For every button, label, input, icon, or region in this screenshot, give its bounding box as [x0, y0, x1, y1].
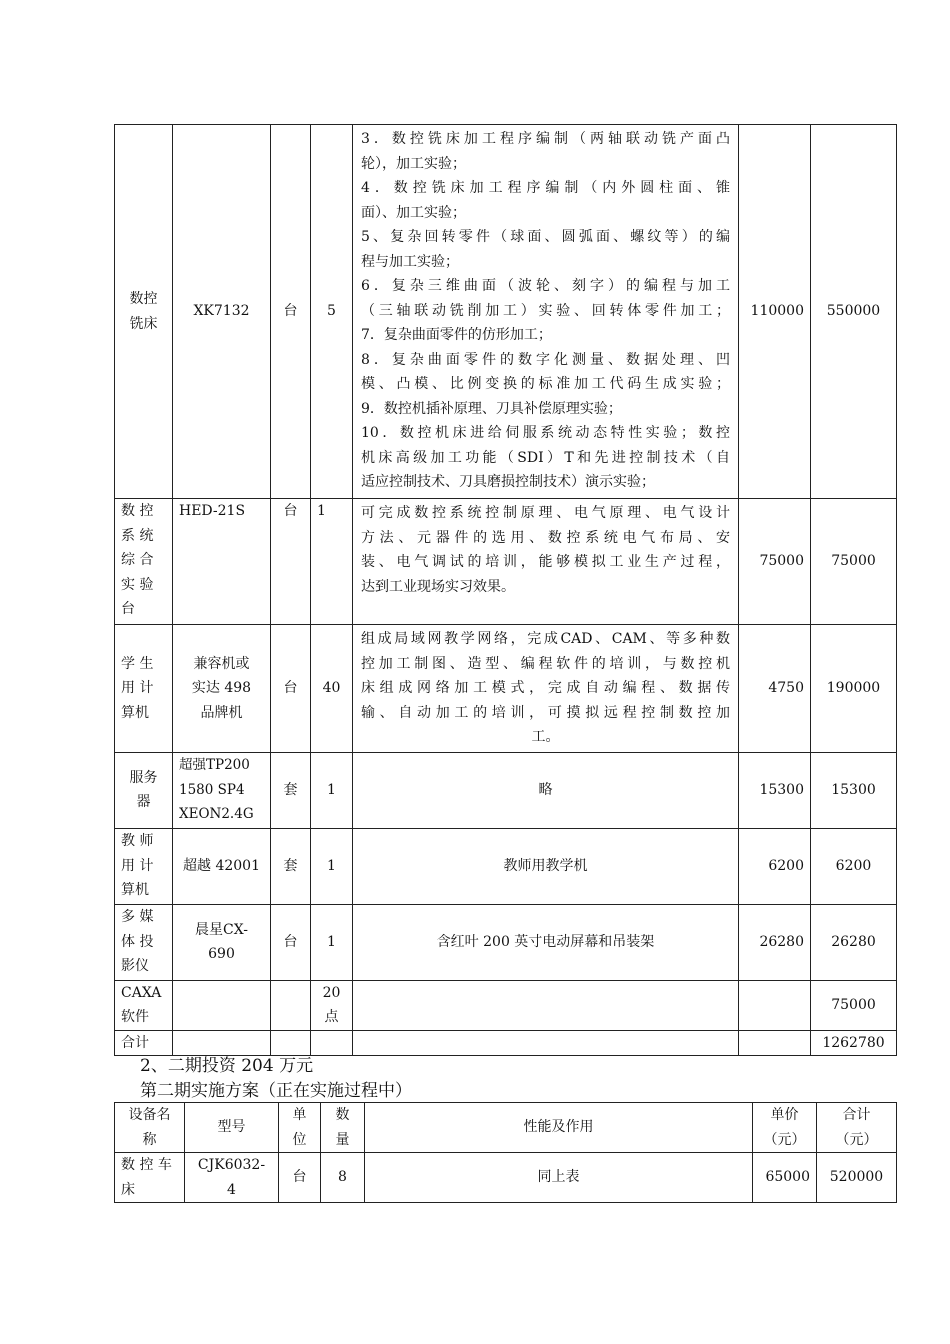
- table-row: [115, 828, 897, 904]
- desc-line: 可完成数控系统控制原理、电气原理、电气设计: [361, 505, 730, 521]
- table-row: [115, 980, 897, 1030]
- cell-qty: 5: [311, 125, 353, 499]
- cell-desc: 略: [353, 752, 739, 828]
- cell-price: 6200: [739, 828, 811, 904]
- cell-desc: [353, 980, 739, 1030]
- desc-line: 床组成网络加工模式，完成自动编程、数据传: [361, 680, 730, 696]
- desc-line: 面）、加工实验；: [361, 204, 466, 221]
- cell-price: 110000: [739, 125, 811, 499]
- cell-total: 6200: [811, 828, 897, 904]
- cell-price: 15300: [739, 752, 811, 828]
- cell-price: [739, 980, 811, 1030]
- header-name: 设备名 称: [115, 1103, 185, 1153]
- cell-price: 75000: [739, 499, 811, 625]
- cell-unit: [271, 1030, 311, 1056]
- cell-qty: 1: [311, 752, 353, 828]
- cell-total: 190000: [811, 625, 897, 753]
- desc-line: （三轴联动铣削加工）实验、回转体零件加工；: [361, 302, 730, 319]
- cell-desc: [353, 625, 739, 753]
- cell-total: 550000: [811, 125, 897, 499]
- cell-qty: 1: [311, 904, 353, 980]
- cell-name: 数 控 车 床: [115, 1153, 185, 1203]
- cell-model: 超强TP200 1580 SP4 XEON2.4G: [173, 752, 271, 828]
- section-heading: 2、二期投资 204 万元: [140, 1056, 314, 1076]
- table-row-total: [115, 1030, 897, 1056]
- cell-model: [173, 1030, 271, 1056]
- desc-line: 方法、元器件的选用、数控系统电气布局、安: [361, 529, 730, 546]
- cell-unit: 台: [271, 125, 311, 499]
- cell-qty: 40: [311, 625, 353, 753]
- cell-desc: [353, 499, 739, 625]
- header-qty: 数 量: [321, 1103, 365, 1153]
- desc-line: 机床高级加工功能（SDI）T和先进控制技术（自: [361, 449, 730, 466]
- cell-unit: [271, 980, 311, 1030]
- desc-line: 4．数控铣床加工程序编制（内外圆柱面、锥: [361, 180, 730, 196]
- table-row: [115, 625, 897, 753]
- desc-line: 轮），加工实验；: [361, 155, 466, 172]
- desc-line: 工。: [531, 729, 560, 745]
- desc-line: 程与加工实验；: [361, 253, 459, 270]
- cell-unit: 台: [271, 904, 311, 980]
- cell-price: 4750: [739, 625, 811, 753]
- cell-name: CAXA 软件: [115, 980, 173, 1030]
- table-row: [115, 904, 897, 980]
- cell-total: 15300: [811, 752, 897, 828]
- cell-name: 多 媒 体 投 影仪: [115, 904, 173, 980]
- cell-price: 65000: [753, 1153, 817, 1203]
- header-model: 型号: [185, 1103, 279, 1153]
- desc-line: 3．数控铣床加工程序编制（两轴联动铣产面凸: [361, 131, 730, 147]
- cell-name: 合计: [115, 1030, 173, 1056]
- desc-line: 输、自动加工的培训，可摸拟远程控制数控加: [361, 704, 730, 721]
- cell-desc: [353, 1030, 739, 1056]
- cell-unit: 台: [271, 499, 311, 625]
- desc-line: 10．数控机床进给伺服系统动态特性实验；数控: [361, 425, 730, 441]
- cell-name: 教 师 用 计 算机: [115, 828, 173, 904]
- cell-total: 75000: [811, 980, 897, 1030]
- cell-qty: 1: [311, 828, 353, 904]
- cell-qty: 8: [321, 1153, 365, 1203]
- header-unit: 单 位: [279, 1103, 321, 1153]
- cell-qty: [311, 1030, 353, 1056]
- header-price: 单价 （元）: [753, 1103, 817, 1153]
- cell-name: 数 控 系 统 综 合 实 验 台: [115, 499, 173, 625]
- table-row: [115, 499, 897, 625]
- cell-price: 26280: [739, 904, 811, 980]
- cell-model: HED-21S: [173, 499, 271, 625]
- cell-desc: [353, 125, 739, 499]
- cell-unit: 台: [279, 1153, 321, 1203]
- cell-total: 1262780: [811, 1030, 897, 1056]
- table-row: [115, 125, 897, 499]
- cell-unit: 套: [271, 752, 311, 828]
- table-row: [115, 752, 897, 828]
- desc-line: 组成局域网教学网络，完成CAD、CAM、等多种数: [361, 631, 730, 647]
- cell-qty: 20 点: [311, 980, 353, 1030]
- cell-price: [739, 1030, 811, 1056]
- cell-model: 超越 42001: [173, 828, 271, 904]
- header-desc: 性能及作用: [365, 1103, 753, 1153]
- desc-line: 8．复杂曲面零件的数字化测量、数据处理、凹: [361, 351, 730, 368]
- desc-line: 5、复杂回转零件（球面、圆弧面、螺纹等）的编: [361, 229, 730, 245]
- equipment-table-phase2: [114, 1102, 897, 1203]
- cell-total: 520000: [817, 1153, 897, 1203]
- desc-line: 装、电气调试的培训，能够模拟工业生产过程，: [361, 554, 730, 570]
- cell-unit: 套: [271, 828, 311, 904]
- cell-desc: 教师用教学机: [353, 828, 739, 904]
- cell-model: 晨星CX- 690: [173, 904, 271, 980]
- desc-line: 模、凸模、比例变换的标准加工代码生成实验；: [361, 376, 730, 392]
- equipment-table-phase1: [114, 124, 897, 1056]
- desc-line: 控加工制图、造型、编程软件的培训，与数控机: [361, 655, 730, 672]
- desc-line: 达到工业现场实习效果。: [361, 578, 515, 595]
- section-subheading: 第二期实施方案（正在实施过程中）: [140, 1081, 412, 1101]
- cell-unit: 台: [271, 625, 311, 753]
- cell-name: 数控 铣床: [115, 125, 173, 499]
- table-header-row: [115, 1103, 897, 1153]
- header-total: 合计 （元）: [817, 1103, 897, 1153]
- desc-line: 适应控制技术、刀具磨损控制技术）演示实验；: [361, 474, 655, 490]
- cell-model: XK7132: [173, 125, 271, 499]
- cell-name: 学 生 用 计 算机: [115, 625, 173, 753]
- cell-desc: 含红叶 200 英寸电动屏幕和吊装架: [353, 904, 739, 980]
- desc-line: 7．复杂曲面零件的仿形加工；: [361, 327, 552, 343]
- table-row: [115, 1153, 897, 1203]
- cell-total: 26280: [811, 904, 897, 980]
- cell-qty: 1: [311, 499, 353, 625]
- cell-model: [173, 980, 271, 1030]
- cell-model: 兼容机或 实达 498 品牌机: [173, 625, 271, 753]
- desc-line: 6．复杂三维曲面（波轮、刻字）的编程与加工: [361, 278, 730, 294]
- cell-desc: 同上表: [365, 1153, 753, 1203]
- cell-model: CJK6032- 4: [185, 1153, 279, 1203]
- desc-line: 9．数控机插补原理、刀具补偿原理实验；: [361, 400, 622, 417]
- cell-total: 75000: [811, 499, 897, 625]
- cell-name: 服务 器: [115, 752, 173, 828]
